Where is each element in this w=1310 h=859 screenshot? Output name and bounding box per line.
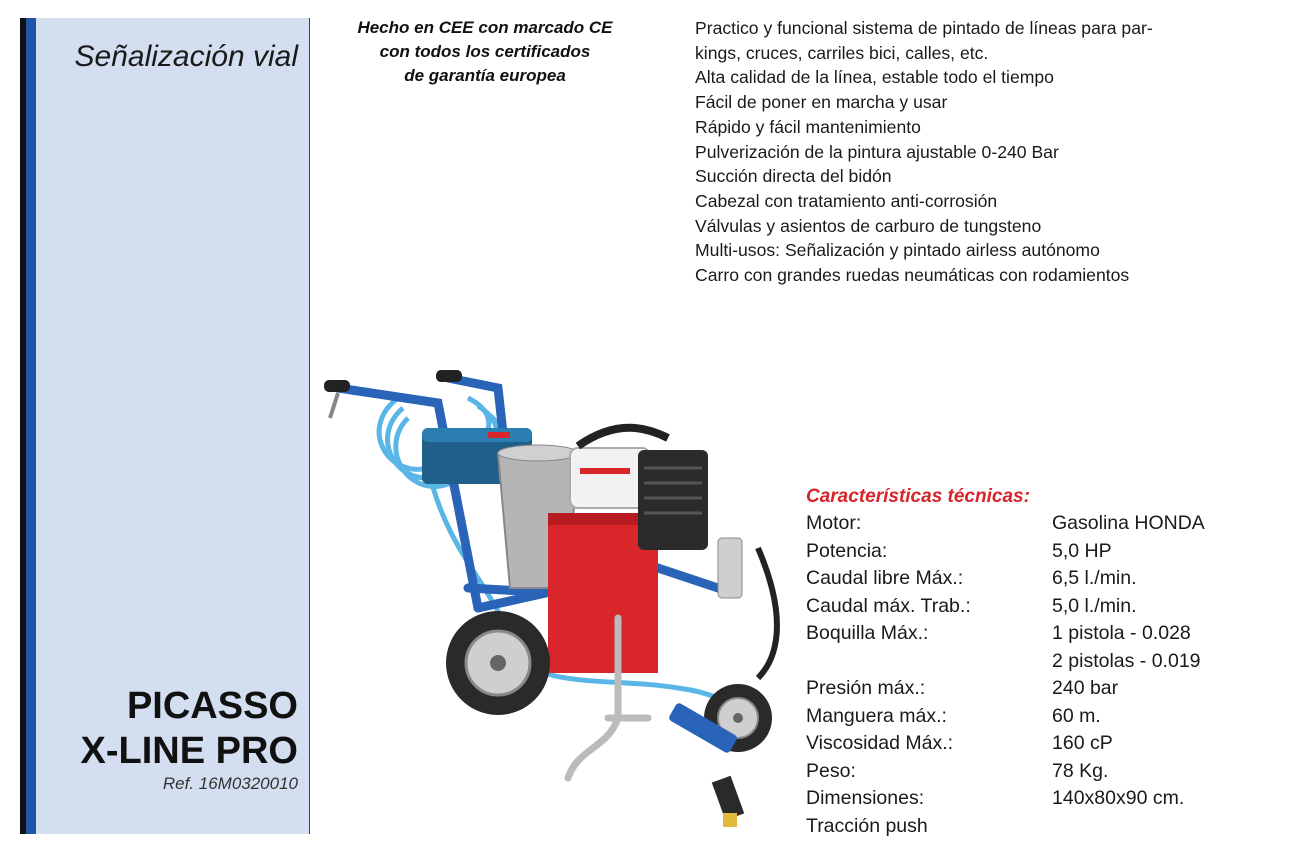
spec-value: Gasolina HONDA (1052, 512, 1205, 534)
ce-note-line: de garantía europea (404, 66, 566, 85)
spec-row (806, 730, 1286, 758)
accent-bar (26, 18, 36, 834)
sidebar-divider (309, 18, 310, 834)
spec-label: Manguera máx.: (806, 704, 947, 727)
section-title: Señalización vial (74, 40, 298, 73)
spec-value: 160 cP (1052, 732, 1113, 754)
feature-item: Válvulas y asientos de carburo de tungsteno (695, 215, 1042, 236)
spec-row (806, 703, 1286, 731)
ce-note-line: con todos los certificados (379, 42, 591, 61)
spec-row (806, 620, 1286, 648)
feature-item: Practico y funcional sistema de pintado de líneas para par- (695, 18, 1153, 38)
feature-item: Fácil de poner en marcha y usar (695, 92, 948, 113)
spec-label: Presión máx.: (806, 677, 926, 699)
product-name (81, 684, 298, 774)
tech-specs (806, 484, 1286, 840)
spec-row (806, 785, 1286, 813)
spec-row (806, 675, 1286, 703)
spec-row (806, 593, 1286, 621)
product-photo (318, 358, 798, 833)
spec-value: 2 pistolas - 0.019 (1052, 649, 1201, 672)
spec-label: Boquilla Máx.: (806, 622, 929, 644)
spec-value: 1 pistola - 0.028 (1052, 622, 1191, 644)
ce-note (320, 16, 650, 88)
spec-label: Potencia: (806, 539, 888, 562)
sidebar (36, 18, 310, 834)
feature-item: Succión directa del bidón (695, 166, 892, 187)
spec-label: Dimensiones: (806, 787, 925, 809)
feature-item: Rápido y fácil mantenimiento (695, 116, 921, 137)
spec-label: Caudal libre Máx.: (806, 567, 964, 589)
feature-item: Multi-usos: Señalización y pintado airless autónomo (695, 240, 1100, 261)
spec-label (806, 648, 1052, 676)
specs-title: Características técnicas: (806, 486, 1030, 507)
spec-value: 5,0 l./min. (1052, 594, 1137, 617)
feature-item: Alta calidad de la línea, estable todo el tiempo (695, 67, 1054, 88)
spec-value: 240 bar (1052, 677, 1119, 699)
feature-item: Pulverización de la pintura ajustable 0-240 Bar (695, 141, 1059, 162)
spec-value: 6,5 l./min. (1052, 567, 1137, 589)
spec-label: Viscosidad Máx.: (806, 732, 954, 754)
feature-item: Carro con grandes ruedas neumáticas con rodamientos (695, 265, 1130, 286)
spec-value: 60 m. (1052, 704, 1101, 727)
product-name-line1: PICASSO (126, 685, 298, 727)
spec-label: Motor: (806, 512, 862, 534)
spec-row (806, 510, 1286, 538)
spec-row (806, 538, 1286, 566)
product-name-line2: X-LINE PRO (80, 730, 298, 772)
product-ref: Ref. 16M0320010 (162, 774, 298, 793)
spec-row (806, 648, 1286, 676)
ce-note-line: Hecho en CEE con marcado CE (357, 18, 613, 37)
traction-note: Tracción push (806, 814, 928, 837)
spec-row (806, 758, 1286, 786)
feature-list (695, 16, 1255, 288)
feature-item: kings, cruces, carriles bici, calles, etc. (695, 42, 989, 63)
feature-item: Cabezal con tratamiento anti-corrosión (695, 190, 998, 211)
spec-value: 5,0 HP (1052, 539, 1112, 562)
spec-value: 140x80x90 cm. (1052, 787, 1185, 809)
spec-label: Peso: (806, 759, 856, 782)
spec-row (806, 565, 1286, 593)
spec-label: Caudal máx. Trab.: (806, 594, 971, 617)
spec-value: 78 Kg. (1052, 759, 1109, 782)
